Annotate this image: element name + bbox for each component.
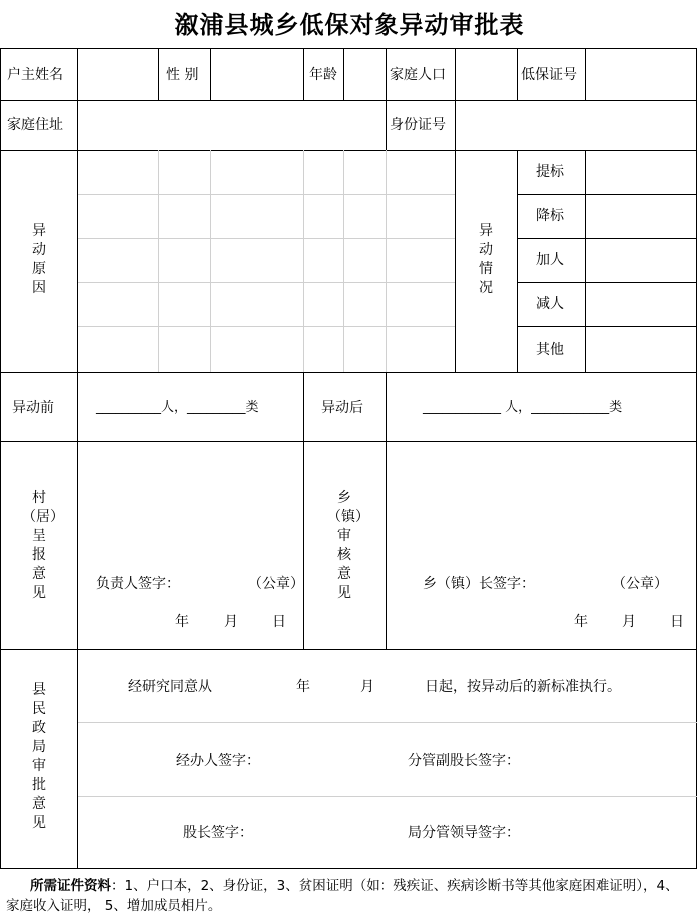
form-title: 溆浦县城乡低保对象异动审批表 — [174, 10, 525, 39]
option-add-person-field[interactable] — [587, 240, 695, 281]
option-add-person: 加人 — [536, 252, 564, 268]
age-field[interactable] — [345, 50, 385, 98]
change-reason-label: 异 动 原 因 — [32, 223, 46, 296]
handler-signature-label: 经办人签字： — [176, 753, 260, 769]
id-number-field[interactable] — [457, 102, 695, 149]
household-size-label: 家庭人口 — [390, 67, 446, 83]
village-signature-label: 负责人签字： — [96, 576, 180, 592]
township-date-day: 日 — [670, 614, 684, 630]
address-field[interactable] — [79, 102, 385, 149]
village-opinion-label: 村 （居） 呈 报 意 见 — [22, 490, 64, 601]
leader-signature-label: 局分管领导签字： — [408, 825, 520, 841]
township-seal-label: （公章） — [612, 576, 668, 592]
township-signature-label: 乡（镇）长签字： — [423, 576, 535, 592]
gender-field[interactable] — [212, 50, 302, 98]
option-lower-standard-field[interactable] — [587, 196, 695, 237]
required-documents-list: ：1、户口本，2、身份证，3、贫困证明（如：残疾证、疾病诊断书等其他家庭困难证明），4、家庭收入证明， 5、增加成员相片。 — [6, 878, 679, 914]
option-raise-standard: 提标 — [536, 164, 564, 180]
option-other: 其他 — [536, 342, 564, 358]
village-date-year: 年 — [175, 614, 189, 630]
county-opinion-label: 县 民 政 局 审 批 意 见 — [32, 682, 46, 831]
required-documents-heading: 所需证件资料 — [30, 878, 111, 894]
after-change-label: 异动后 — [321, 400, 363, 416]
approval-suffix: 日起，按异动后的新标准执行。 — [425, 679, 621, 695]
township-opinion-label: 乡 （镇） 审 核 意 见 — [327, 490, 369, 601]
deputy-chief-signature-label: 分管副股长签字： — [408, 753, 520, 769]
township-date-month: 月 — [622, 614, 636, 630]
village-date-month: 月 — [224, 614, 238, 630]
address-label: 家庭住址 — [7, 117, 63, 133]
option-remove-person: 减人 — [536, 296, 564, 312]
village-seal-label: （公章） — [248, 576, 304, 592]
village-date-day: 日 — [272, 614, 286, 630]
head-name-field[interactable] — [79, 50, 157, 98]
head-name-label: 户主姓名 — [7, 67, 63, 83]
village-opinion-field[interactable] — [79, 443, 302, 563]
option-lower-standard: 降标 — [536, 208, 564, 224]
option-remove-person-field[interactable] — [587, 284, 695, 325]
approval-month: 月 — [360, 679, 374, 695]
option-other-field[interactable] — [587, 328, 695, 371]
change-reason-field[interactable] — [79, 152, 454, 371]
approval-year: 年 — [296, 679, 310, 695]
age-label: 年龄 — [309, 67, 337, 83]
required-documents-note — [6, 876, 690, 916]
township-opinion-field[interactable] — [388, 443, 695, 563]
approval-prefix: 经研究同意从 — [128, 679, 212, 695]
option-raise-standard-field[interactable] — [587, 152, 695, 193]
household-size-field[interactable] — [457, 50, 516, 98]
township-date-year: 年 — [574, 614, 588, 630]
dibao-id-label: 低保证号 — [521, 67, 577, 83]
before-change-label: 异动前 — [12, 400, 54, 416]
id-number-label: 身份证号 — [390, 117, 446, 133]
before-change-value[interactable]: __________人，_________类 — [96, 400, 259, 415]
change-situation-label: 异 动 情 况 — [479, 223, 493, 296]
after-change-value[interactable]: ____________ 人，____________类 — [423, 400, 623, 415]
dibao-id-field[interactable] — [587, 50, 695, 98]
gender-label: 性 别 — [166, 67, 199, 83]
chief-signature-label: 股长签字： — [183, 825, 253, 841]
